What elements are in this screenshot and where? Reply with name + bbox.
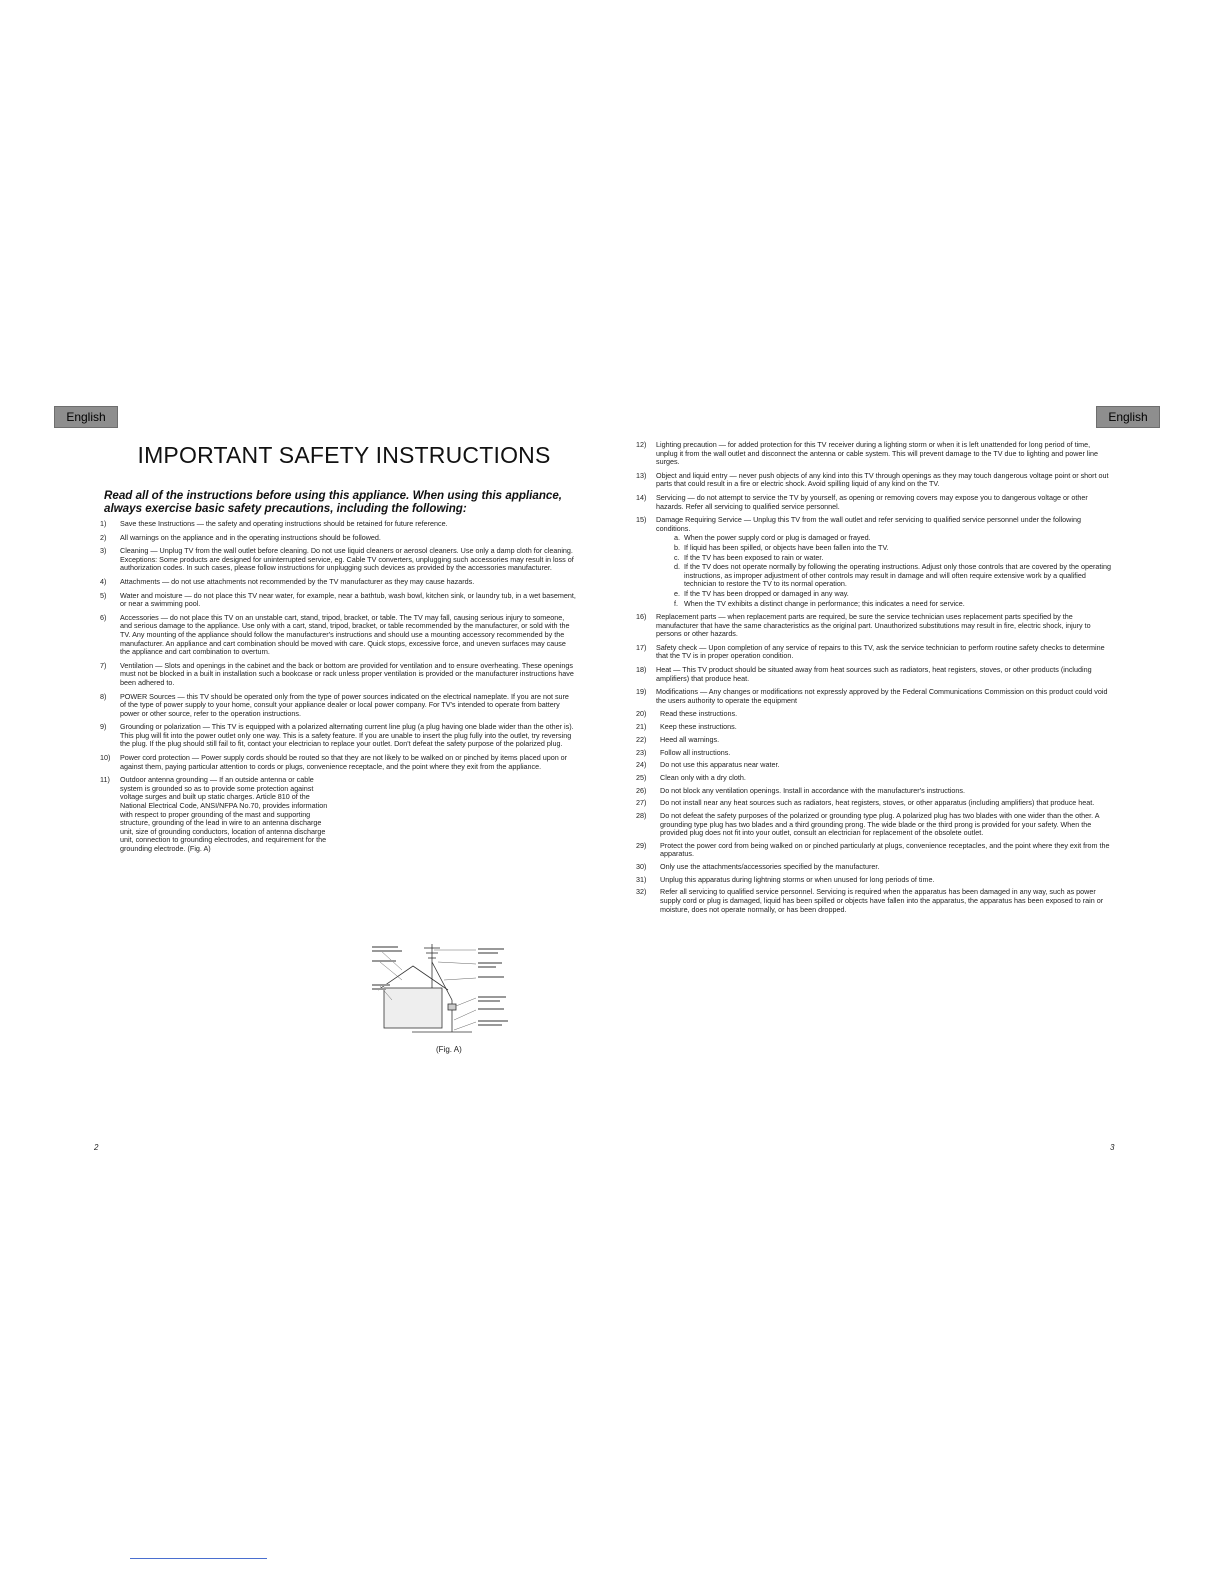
- item-number: 8): [100, 691, 107, 701]
- list-item: [100, 592, 576, 609]
- sub-item-text: If the TV does not operate normally by following the operating instructions. Adjust only those controls that are covered by the operating instructions, as improper adjustment of other controls may result in damage and will often require extensive work by a qualified technician to restore the TV to its normal operation.: [684, 562, 1111, 589]
- item-text: Object and liquid entry — never push objects of any kind into this TV through openings as they may touch dangerous voltage point or short out parts that could result in a fire or electric shock. Avoid spilling liquid of any kind on the TV.: [656, 470, 1109, 489]
- list-item: [636, 644, 1112, 661]
- list-item: [100, 693, 576, 719]
- item-text: Clean only with a dry cloth.: [660, 772, 746, 782]
- sub-item-text: If the TV has been exposed to rain or water.: [684, 552, 824, 562]
- list-item: [636, 876, 1112, 885]
- intro-text: Read all of the instructions before using this appliance. When using this appliance, always exercise basic safety precautions, including the following:: [104, 489, 563, 515]
- sub-item: [656, 534, 1112, 543]
- item-text: Damage Requiring Service — Unplug this TV from the wall outlet and refer servicing to qualified service personnel under the following conditions.: [656, 515, 1081, 533]
- list-item: [636, 863, 1112, 872]
- right-instructions-list: [636, 441, 1112, 918]
- item-number: 17): [636, 642, 647, 652]
- item-text: Read these instructions.: [660, 709, 738, 719]
- list-item: [636, 799, 1112, 808]
- item-text: Save these Instructions — the safety and operating instructions should be retained for future reference.: [120, 519, 448, 528]
- item-text: Heat — This TV product should be situated away from heat sources such as radiators, heat registers, stoves, or other products (including amplifiers) that produce heat.: [656, 665, 1092, 683]
- item-text: Do not install near any heat sources such as radiators, heat registers, stoves, or other apparatus (including amplifiers) that produce heat.: [660, 798, 1095, 808]
- item-text: Servicing — do not attempt to service the TV by yourself, as opening or removing covers may expose you to dangerous voltage or other hazards. Refer all servicing to qualified service personnel.: [656, 492, 1088, 511]
- page-number-right: 3: [1110, 1143, 1115, 1152]
- item-text: Keep these instructions.: [660, 722, 737, 732]
- item-number: 14): [636, 492, 647, 502]
- list-item: [100, 520, 576, 529]
- item-text: Replacement parts — when replacement parts are required, be sure the service technician uses replacement parts specified by the manufacturer that have the same characteristics as the original part. Unauthorized substitutions may result in fire, electric shock, injury to persons or other hazards.: [656, 612, 1091, 639]
- item-number: 4): [100, 576, 107, 586]
- list-item: [636, 787, 1112, 796]
- list-item: [100, 614, 576, 657]
- list-item: [100, 662, 576, 688]
- item-text: POWER Sources — this TV should be operated only from the type of power sources indicated on the electrical nameplate. If you are not sure of the type of power supply to your home, consult your appliance dealer or local power company. For TV's intended to operate from battery power or other source, refer to the operation instructions.: [120, 691, 569, 718]
- item-text: Heed all warnings.: [660, 734, 720, 744]
- list-item: [636, 761, 1112, 770]
- list-item: [100, 578, 576, 587]
- list-item: [100, 754, 576, 771]
- list-item: [636, 494, 1112, 511]
- item-text: Do not defeat the safety purposes of the polarized or grounding type plug. A polarized plug has two blades with one wider than the other. A grounding type plug has two blades and a third grounding prong. The wide blade or the third prong is provided for your safety. When the provided plug does not fit into your outlet, consult an electrician for replacement of the obsolete outlet.: [660, 810, 1100, 838]
- page-number-left: 2: [94, 1143, 99, 1152]
- item-text: Modifications — Any changes or modifications not expressly approved by the Federal Communications Commission on this product could void the users authority to operate the equipment: [656, 687, 1108, 705]
- sub-item-letter: e.: [674, 588, 680, 598]
- list-item: [636, 613, 1112, 639]
- list-item: [636, 710, 1112, 719]
- item-number: 18): [636, 665, 647, 675]
- sub-item-text: When the TV exhibits a distinct change in performance; this indicates a need for service.: [684, 598, 965, 608]
- item-text: Water and moisture — do not place this TV near water, for example, near a bathtub, wash bowl, kitchen sink, or laundry tub, in a wet basement, or near a swimming pool.: [120, 590, 576, 609]
- list-item: [100, 547, 576, 573]
- item-text: Unplug this apparatus during lightning storms or when unused for long periods of time.: [660, 874, 935, 884]
- item-text: Grounding or polarization — This TV is equipped with a polarized alternating current line plug (a plug having one blade wider than the other is). This plug will fit into the power outlet only one way. This is a safety feature. If you are unable to insert the plug fully into the outlet, try reversing the plug. If the plug should still fail to fit, contact your electrician to replace your outlet. Don't defeat the safety purpose of the polarized plug.: [120, 722, 574, 749]
- item-text: Attachments — do not use attachments not recommended by the TV manufacturer as they may cause hazards.: [120, 576, 475, 586]
- list-item: [100, 776, 330, 853]
- item-text: Only use the attachments/accessories specified by the manufacturer.: [660, 862, 880, 872]
- item-text: Follow all instructions.: [660, 747, 731, 757]
- item-text: Protect the power cord from being walked on or pinched particularly at plugs, convenience receptacles, and the point where they exit from the apparatus.: [660, 840, 1110, 859]
- item-number: 23): [636, 747, 647, 757]
- sub-item-text: When the power supply cord or plug is damaged or frayed.: [684, 533, 871, 543]
- item-number: 19): [636, 687, 647, 697]
- item-text: Ventilation — Slots and openings in the cabinet and the back or bottom are provided for ventilation and to ensure overheating. These openings must not be blocked in a built in installation such a bookcase or rack unless proper ventilation is provided or the manufacturer instructions have been adhered to.: [120, 660, 574, 687]
- sub-item: [656, 554, 1112, 563]
- item-number: 3): [100, 546, 107, 556]
- sub-item: [656, 544, 1112, 553]
- figure-caption: (Fig. A): [436, 1045, 462, 1054]
- item-number: 10): [100, 753, 111, 763]
- sub-item: [656, 563, 1112, 589]
- item-number: 7): [100, 660, 107, 670]
- item-text: Lighting precaution — for added protection for this TV receiver during a lighting storm or when it is left unattended for long period of time, unplug it from the wall outlet and disconnect the antenna or cable system. This will prevent damage to the TV due to lighting and power line surges.: [656, 440, 1099, 467]
- item-number: 32): [636, 887, 647, 897]
- sub-item-letter: c.: [674, 552, 680, 562]
- sub-item-text: If liquid has been spilled, or objects have been fallen into the TV.: [684, 542, 889, 552]
- list-item: [636, 842, 1112, 859]
- list-item: [636, 723, 1112, 732]
- item-number: 26): [636, 785, 647, 795]
- item-number: 22): [636, 734, 647, 744]
- item-number: 1): [100, 519, 107, 528]
- sub-item-letter: d.: [674, 562, 680, 572]
- item-text: Outdoor antenna grounding — If an outside antenna or cable system is grounded so as to provide some protection against voltage surges and built up static charges. Article 810 of the National Electrical Code, ANSI/NFPA No.70, provides information with respect to proper grounding of the mast and supporting structure, grounding of the lead in wire to an antenna discharge unit, size of grounding conductors, location of antenna discharge unit, connection to grounding electrodes, and requirement for the grounding electrode. (Fig. A): [120, 775, 328, 853]
- item-number: 24): [636, 760, 647, 770]
- item-text: Accessories — do not place this TV on an unstable cart, stand, tripod, bracket, or table. The TV may fall, causing serious injury to someone, and serious damage to the appliance. Use only with a cart, stand, tripod, bracket, or table recommended by the manufacturer, or sold with the TV. Any mounting of the appliance should follow the manufacturer's instructions and should use a mounting accessory recommended by the manufacturer. An appliance and cart combination should be moved with care. Quick stops, excessive force, and uneven surfaces may cause the appliance and cart combination to overturn.: [120, 612, 570, 657]
- item-number: 6): [100, 612, 107, 622]
- item-text: Do not use this apparatus near water.: [660, 760, 780, 770]
- item-text: Cleaning — Unplug TV from the wall outlet before cleaning. Do not use liquid cleaners or aerosol cleaners. Use only a damp cloth for cleaning. Exceptions: Some products are designed for uninterrupted service, eg. Cable TV converters, unplugging such accessories may result in loss of authorization codes. In such cases, please follow instructions for unplugging such devices as provided by the accessories manufacturer.: [120, 546, 574, 573]
- footer-divider: [130, 1558, 267, 1559]
- list-item: [636, 774, 1112, 783]
- item-text: Power cord protection — Power supply cords should be routed so that they are not likely to be walked on or pinched by items placed upon or against them, paying particular attention to cords or plugs, convenience receptacle, and the point where they exit from the appliance.: [120, 753, 568, 771]
- antenna-grounding-diagram: [372, 940, 522, 1040]
- item-number: 5): [100, 590, 107, 600]
- list-item: [636, 666, 1112, 683]
- item-number: 15): [636, 515, 647, 525]
- language-tag-right: English: [1096, 406, 1160, 428]
- sub-item-letter: f.: [674, 598, 678, 608]
- house-outline-icon: [378, 944, 472, 1032]
- sub-item: [656, 600, 1112, 609]
- list-item: [636, 472, 1112, 489]
- item-text: Safety check — Upon completion of any service of repairs to this TV, ask the service technician to perform routine safety checks to determine that the TV is in proper operation condition.: [656, 642, 1105, 661]
- sub-item-letter: a.: [674, 533, 680, 543]
- list-item: [636, 516, 1112, 608]
- list-item: [636, 749, 1112, 758]
- item-number: 13): [636, 470, 647, 480]
- item-number: 29): [636, 840, 647, 850]
- sub-item: [656, 590, 1112, 599]
- left-instructions-list: [100, 520, 576, 859]
- item-number: 31): [636, 874, 647, 884]
- item-number: 2): [100, 532, 107, 542]
- list-item: [100, 534, 576, 543]
- item-number: 12): [636, 440, 647, 449]
- list-item: [636, 812, 1112, 838]
- language-tag-left: English: [54, 406, 118, 428]
- item-number: 11): [100, 775, 110, 785]
- item-text: Do not block any ventilation openings. Install in accordance with the manufacturer's instructions.: [660, 785, 966, 795]
- list-item: [636, 688, 1112, 705]
- item-number: 20): [636, 709, 647, 719]
- list-item: [636, 888, 1112, 914]
- item-text: Refer all servicing to qualified service personnel. Servicing is required when the apparatus has been damaged in any way, such as power supply cord or plug is damaged, liquid has been spilled or objects have fallen into the apparatus, the apparatus has been exposed to rain or moisture, does not operate normally, or has been dropped.: [660, 887, 1104, 914]
- item-number: 27): [636, 798, 647, 808]
- item-number: 28): [636, 810, 647, 820]
- list-item: [636, 736, 1112, 745]
- item-number: 21): [636, 722, 647, 732]
- item-number: 25): [636, 772, 647, 782]
- sub-item-text: If the TV has been dropped or damaged in any way.: [684, 588, 849, 598]
- sub-item-letter: b.: [674, 542, 680, 552]
- page-title: IMPORTANT SAFETY INSTRUCTIONS: [137, 442, 551, 468]
- list-item: [636, 441, 1112, 467]
- list-item: [100, 723, 576, 749]
- item-text: All warnings on the appliance and in the operating instructions should be followed.: [120, 532, 381, 542]
- item-number: 9): [100, 722, 107, 732]
- item-number: 16): [636, 612, 647, 622]
- item-number: 30): [636, 862, 647, 872]
